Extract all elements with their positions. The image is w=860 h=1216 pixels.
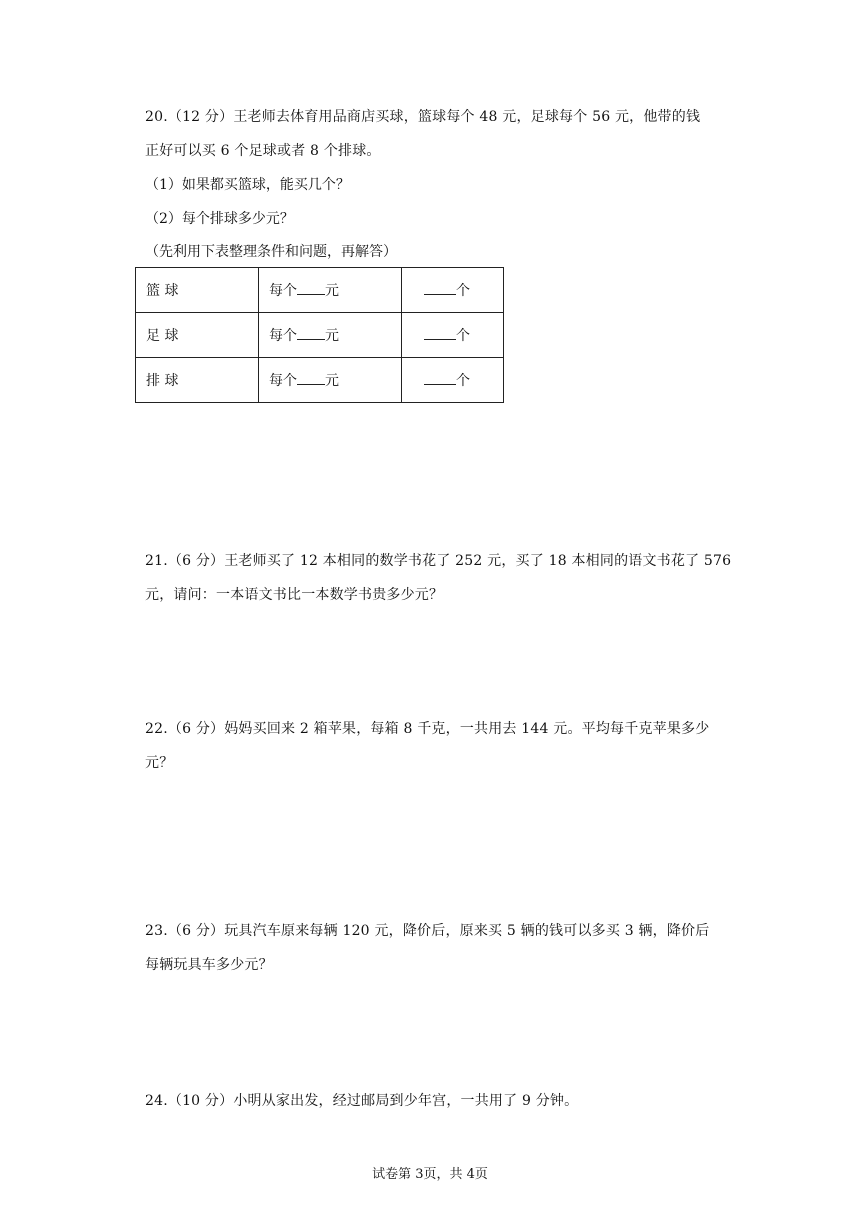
count-cell: [402, 313, 504, 358]
q20-organize-table: [135, 267, 504, 403]
q20-subquestion-1: （1）如果都买篮球，能买几个？: [145, 177, 350, 193]
q22-text-line1: 22.（6 分）妈妈买回来 2 箱苹果，每箱 8 千克，一共用去 144 元。平均每千克苹果多少: [145, 721, 710, 737]
ball-name-cell: 足 球: [136, 313, 259, 358]
q20-text-line2: 正好可以买 6 个足球或者 8 个排球。: [145, 143, 381, 159]
table-row: [136, 313, 504, 358]
q20-subquestion-2: （2）每个排球多少元？: [145, 211, 294, 227]
q21-text-line1: 21.（6 分）王老师买了 12 本相同的数学书花了 252 元，买了 18 本相同的语文书花了 576: [145, 553, 732, 569]
q22-text-line2: 元？: [145, 755, 174, 771]
ball-name-cell: 排 球: [136, 358, 259, 403]
price-blank[interactable]: [297, 370, 325, 385]
q24-text-line1: 24.（10 分）小明从家出发，经过邮局到少年宫，一共用了 9 分钟。: [145, 1093, 579, 1109]
count-blank[interactable]: [424, 370, 456, 385]
count-cell: [402, 358, 504, 403]
count-suffix: 个: [456, 283, 470, 299]
price-suffix: 元: [325, 373, 339, 389]
price-cell: [259, 358, 402, 403]
price-blank[interactable]: [297, 280, 325, 295]
count-cell: [402, 268, 504, 313]
price-blank[interactable]: [297, 325, 325, 340]
q20-table-hint: （先利用下表整理条件和问题，再解答）: [145, 244, 397, 260]
page-footer: 试卷第 3页，共 4页: [372, 1167, 488, 1182]
count-suffix: 个: [456, 328, 470, 344]
count-suffix: 个: [456, 373, 470, 389]
price-prefix: 每个: [269, 283, 297, 299]
q21-text-line2: 元，请问：一本语文书比一本数学书贵多少元？: [145, 587, 444, 603]
price-prefix: 每个: [269, 373, 297, 389]
count-blank[interactable]: [424, 280, 456, 295]
price-suffix: 元: [325, 328, 339, 344]
table-row: [136, 358, 504, 403]
table-row: [136, 268, 504, 313]
price-cell: [259, 268, 402, 313]
count-blank[interactable]: [424, 325, 456, 340]
price-cell: [259, 313, 402, 358]
q23-text-line1: 23.（6 分）玩具汽车原来每辆 120 元，降价后，原来买 5 辆的钱可以多买 3 辆，降价后: [145, 923, 710, 939]
price-suffix: 元: [325, 283, 339, 299]
q23-text-line2: 每辆玩具车多少元？: [145, 957, 273, 973]
q20-text-line1: 20.（12 分）王老师去体育用品商店买球，篮球每个 48 元，足球每个 56 元，他带的钱: [145, 109, 701, 125]
ball-name-cell: 篮 球: [136, 268, 259, 313]
price-prefix: 每个: [269, 328, 297, 344]
